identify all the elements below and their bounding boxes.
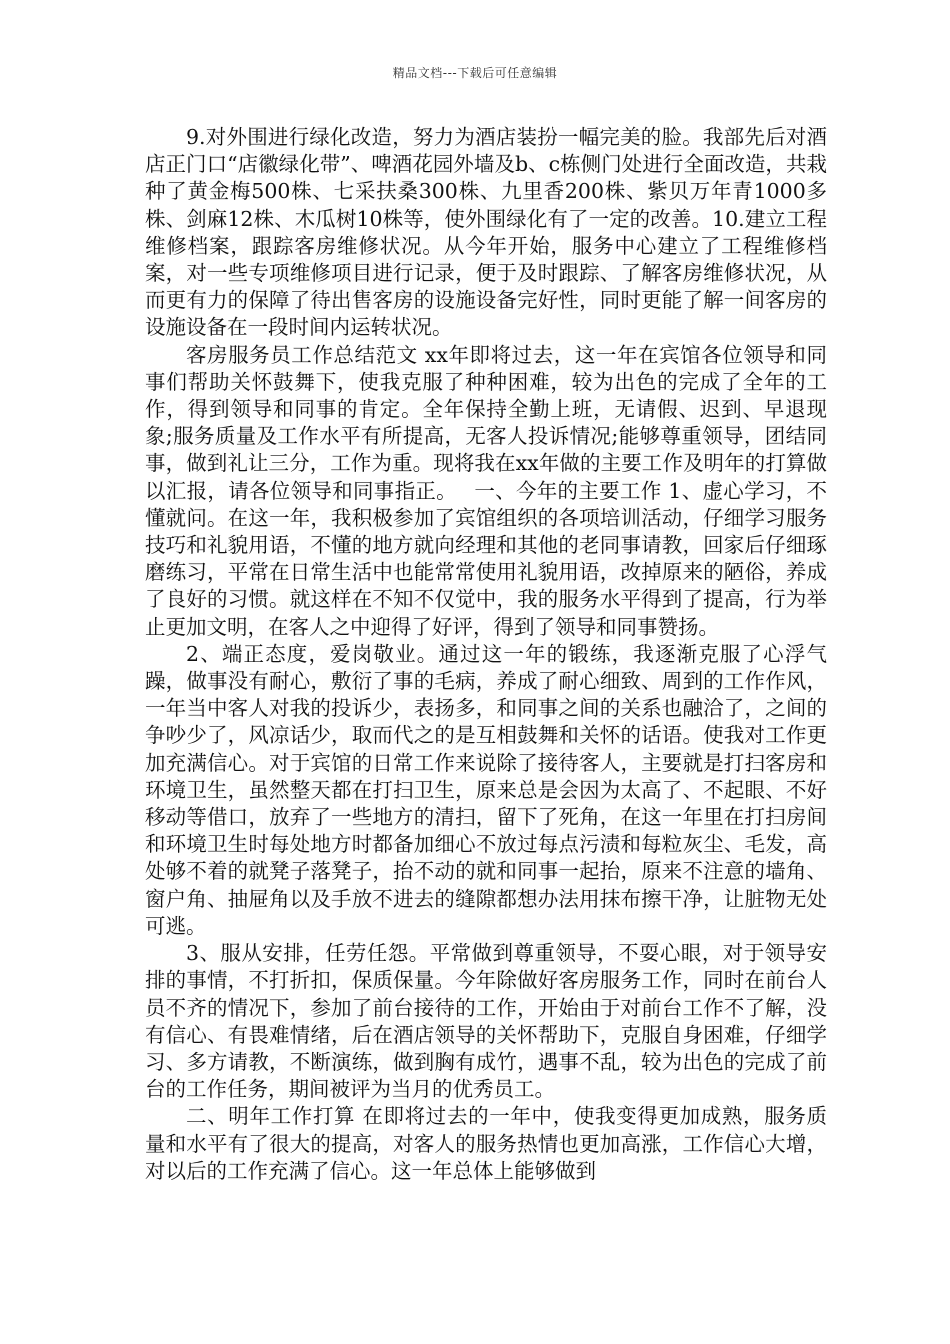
document-body bbox=[145, 124, 827, 1185]
paragraph-obedience: 3、服从安排，任劳任怨。平常做到尊重领导，不耍心眼，对于领导安排的事情，不打折扣，保质保量。今年除做好客房服务工作，同时在前台人员不齐的情况下，参加了前台接待的工作，开始由于对前台工作不了解，没有信心、有畏难情绪，后在酒店领导的关怀帮助下，克服自身困难，仔细学习、多方请教，不断演练，做到胸有成竹，遇事不乱，较为出色的完成了前台的工作任务，期间被评为当月的优秀员工。 bbox=[145, 941, 827, 1102]
paragraph-greening: 9.对外围进行绿化改造，努力为酒店装扮一幅完美的脸。我部先后对酒店正门口“店徽绿化带”、啤酒花园外墙及b、c栋侧门处进行全面改造，共栽种了黄金梅500株、七采扶桑300株、九里香200株、紫贝万年青1000多株、剑麻12株、木瓜树10株等，使外围绿化有了一定的改善。10.建立工程维修档案，跟踪客房维修状况。从今年开始，服务中心建立了工程维修档案，对一些专项维修项目进行记录，便于及时跟踪、了解客房维修状况，从而更有力的保障了待出售客房的设施设备完好性，同时更能了解一间客房的设施设备在一段时间内运转状况。 bbox=[145, 125, 827, 340]
page-header: 精品文档---下载后可任意编辑 bbox=[392, 66, 558, 80]
paragraph-summary-intro: 客房服务员工作总结范文 xx年即将过去，这一年在宾馆各位领导和同事们帮助关怀鼓舞下，使我克服了种种困难，较为出色的完成了全年的工作，得到领导和同事的肯定。全年保持全勤上班，无请假、迟到、早退现象;服务质量及工作水平有所提高，无客人投诉情况;能够尊重领导，团结同事，做到礼让三分，工作为重。现将我在xx年做的主要工作及明年的打算做以汇报，请各位领导和同事指正。 一、今年的主要工作 1、虚心学习，不懂就问。在这一年，我积极参加了宾馆组织的各项培训活动，仔细学习服务技巧和礼貌用语，不懂的地方就向经理和其他的老同事请教，回家后仔细琢磨练习，平常在日常生活中也能常常使用礼貌用语，改掉原来的陋俗，养成了良好的习惯。就这样在不知不仅觉中，我的服务水平得到了提高，行为举止更加文明，在客人之中迎得了好评，得到了领导和同事赞扬。 bbox=[145, 342, 827, 639]
paragraph-attitude: 2、端正态度，爱岗敬业。通过这一年的锻练，我逐渐克服了心浮气躁，做事没有耐心，敷衍了事的毛病，养成了耐心细致、周到的工作作风，一年当中客人对我的投诉少，表扬多，和同事之间的关系也融洽了，之间的争吵少了，风凉话少，取而代之的是互相鼓舞和关怀的话语。使我对工作更加充满信心。对于宾馆的日常工作来说除了接待客人，主要就是打扫客房和环境卫生，虽然整天都在打扫卫生，原来总是会因为太高了、不起眼、不好移动等借口，放弃了一些地方的清扫，留下了死角，在这一年里在打扫房间和环境卫生时每处地方时都备加细心不放过每点污渍和每粒灰尘、毛发，高处够不着的就凳子落凳子，抬不动的就和同事一起抬，原来不注意的墙角、窗户角、抽屉角以及手放不进去的缝隙都想办法用抹布擦干净，让脏物无处可逃。 bbox=[145, 641, 827, 938]
paragraph-next-year-plan: 二、明年工作打算 在即将过去的一年中，使我变得更加成熟，服务质量和水平有了很大的提高，对客人的服务热情也更加高涨，工作信心大增，对以后的工作充满了信心。这一年总体上能够做到 bbox=[145, 1104, 827, 1183]
